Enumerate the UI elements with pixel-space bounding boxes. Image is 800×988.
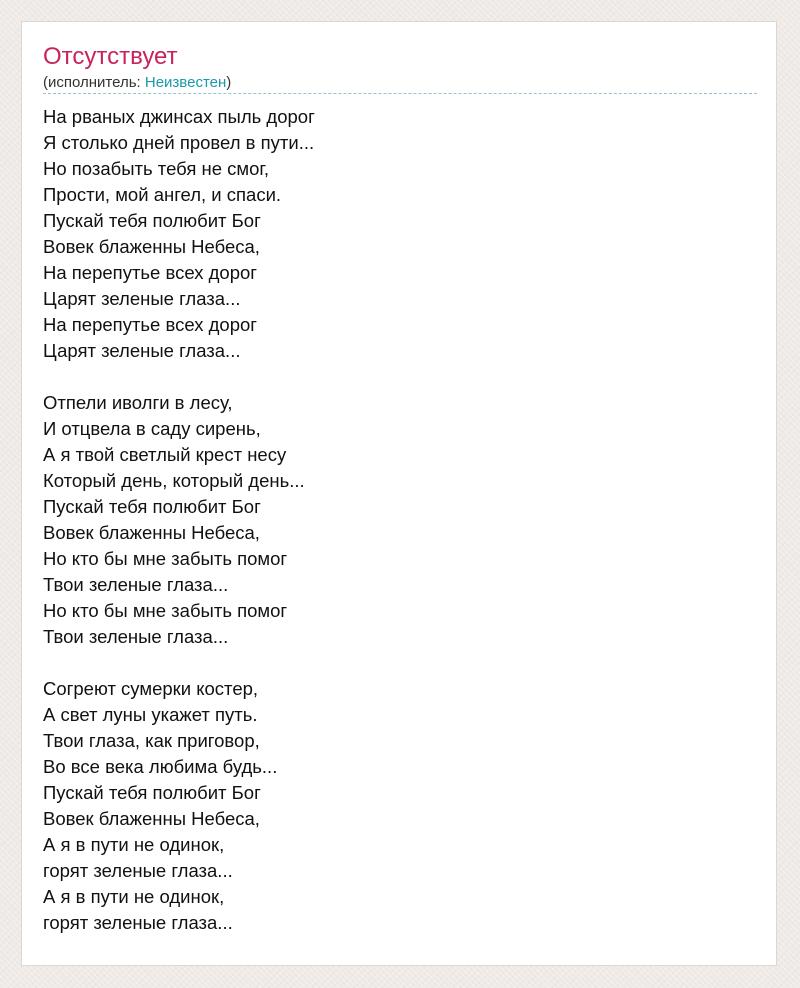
- lyrics-line: горят зеленые глаза...: [43, 912, 233, 933]
- lyrics-line: А я твой светлый крест несу: [43, 444, 287, 465]
- lyrics-line: А я в пути не одинок,: [43, 834, 225, 855]
- lyrics-line: Пускай тебя полюбит Бог: [43, 210, 261, 231]
- lyrics-line: А я в пути не одинок,: [43, 886, 225, 907]
- lyrics-line: Вовек блаженны Небеса,: [43, 522, 260, 543]
- artist-suffix: ): [226, 74, 232, 91]
- lyrics-line: А свет луны укажет путь.: [43, 704, 258, 725]
- lyrics-line: Но кто бы мне забыть помог: [43, 600, 288, 621]
- artist-line: [43, 73, 231, 93]
- lyrics-line: На перепутье всех дорог: [43, 262, 258, 283]
- lyrics-line: Пускай тебя полюбит Бог: [43, 782, 261, 803]
- lyrics-line: Вовек блаженны Небеса,: [43, 808, 260, 829]
- lyrics-line: Вовек блаженны Небеса,: [43, 236, 260, 257]
- song-title: Отсутствует: [43, 43, 178, 70]
- lyrics-line: Пускай тебя полюбит Бог: [43, 496, 261, 517]
- lyrics-line: Который день, который день...: [43, 470, 305, 491]
- lyrics-line: Но позабыть тебя не смог,: [43, 158, 270, 179]
- lyrics-line: Но кто бы мне забыть помог: [43, 548, 288, 569]
- artist-name-link[interactable]: Неизвестен: [144, 74, 227, 91]
- lyrics-line: И отцвела в саду сирень,: [43, 418, 261, 439]
- lyrics-line: Твои глаза, как приговор,: [43, 730, 260, 751]
- lyrics-line: Во все века любима будь...: [43, 756, 278, 777]
- title-divider: [43, 93, 757, 94]
- lyrics-card: [21, 21, 777, 966]
- lyrics-line: Отпели иволги в лесу,: [43, 392, 233, 413]
- lyrics-stanza: [43, 676, 315, 936]
- lyrics-line: Твои зеленые глаза...: [43, 626, 229, 647]
- lyrics-line: На перепутье всех дорог: [43, 314, 258, 335]
- lyrics-line: Твои зеленые глаза...: [43, 574, 229, 595]
- lyrics-line: Царят зеленые глаза...: [43, 288, 241, 309]
- artist-prefix: (исполнитель:: [43, 74, 145, 91]
- lyrics-line: Царят зеленые глаза...: [43, 340, 241, 361]
- lyrics-stanza: [43, 390, 315, 650]
- lyrics-stanza: [43, 104, 315, 364]
- lyrics-line: горят зеленые глаза...: [43, 860, 233, 881]
- lyrics-line: Согреют сумерки костер,: [43, 678, 259, 699]
- lyrics-line: Я столько дней провел в пути...: [43, 132, 315, 153]
- lyrics-line: На рваных джинсах пыль дорог: [43, 106, 315, 127]
- lyrics-body: [43, 104, 315, 936]
- lyrics-line: Прости, мой ангел, и спаси.: [43, 184, 282, 205]
